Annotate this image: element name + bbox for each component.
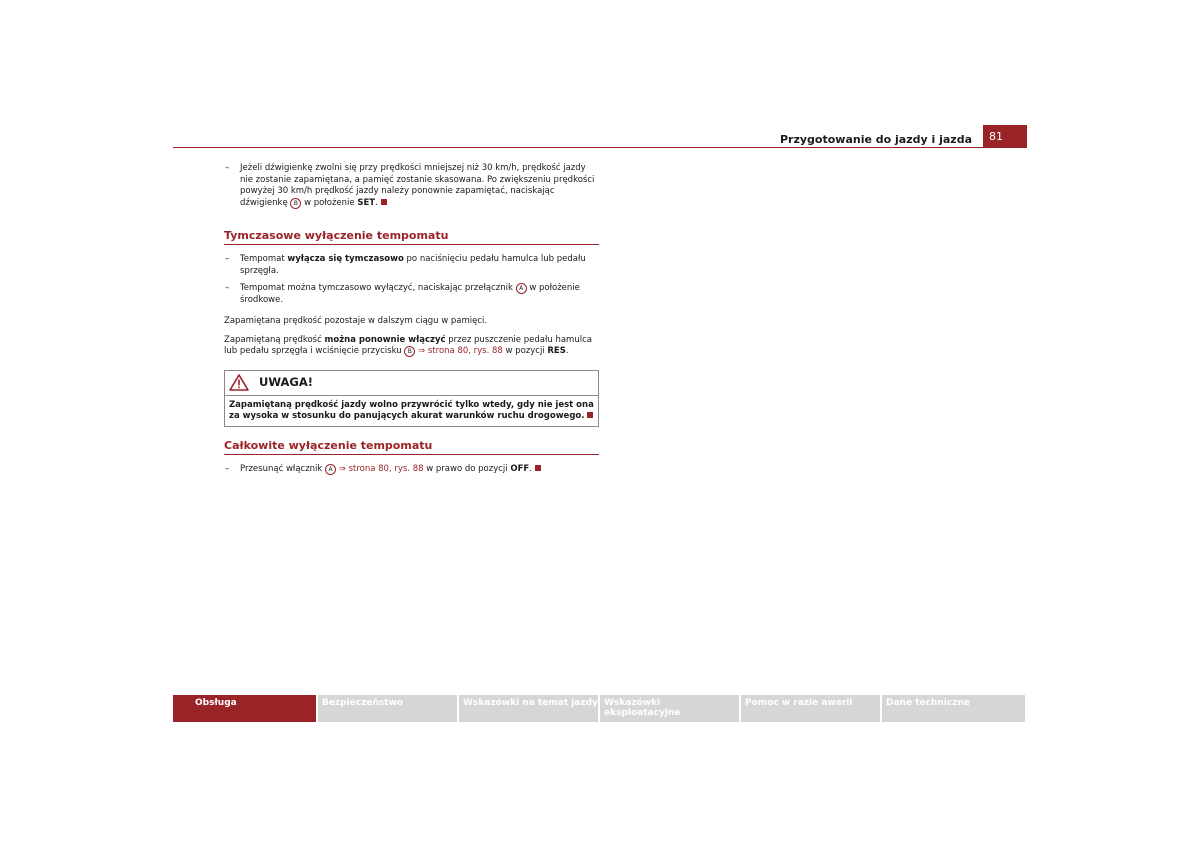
header-rule: [173, 147, 1027, 148]
footer-nav: [173, 695, 1027, 722]
marker-a-icon: A: [325, 464, 336, 475]
section-heading-temporary: Tymczasowe wyłączenie tempomatu: [224, 229, 599, 245]
tab-obsluga[interactable]: Obsługa: [173, 695, 316, 722]
content-column: [224, 163, 599, 481]
page-number: 81: [983, 125, 1027, 148]
section-end-icon: [587, 412, 593, 418]
warning-body: Zapamiętaną prędkość jazdy wolno przywrócić tylko wtedy, gdy nie jest ona za wysoka w stosunku do panujących akurat warunków ruchu drogowego.: [229, 399, 594, 421]
list-item: – Przesunąć włącznik A ⇒ strona 80, rys. 88 w prawo do pozycji OFF.: [224, 464, 599, 476]
tab-bezpieczenstwo[interactable]: Bezpieczeństwo: [318, 695, 457, 722]
tab-dane-techniczne[interactable]: Dane techniczne: [882, 695, 1025, 722]
warning-header: [225, 371, 598, 396]
tab-wskazowki-eksploatacyjne[interactable]: Wskazówki eksploatacyjne: [600, 695, 739, 722]
tab-wskazowki-jazdy[interactable]: Wskazówki na temat jazdy: [459, 695, 598, 722]
warning-box: [224, 370, 599, 427]
cross-reference-link[interactable]: ⇒ strona 80, rys. 88: [418, 346, 503, 356]
section-end-icon: [535, 465, 541, 471]
marker-b-icon: B: [404, 346, 415, 357]
list-item: – Tempomat wyłącza się tymczasowo po naciśnięciu pedału hamulca lub pedału sprzęgła.: [224, 254, 599, 277]
marker-a-icon: A: [516, 283, 527, 294]
paragraph: Zapamiętaną prędkość można ponownie włączyć przez puszczenie pedału hamulca lub pedału sprzęgła i wciśnięcie przycisku B ⇒ strona 80, rys. 88 w pozycji RES.: [224, 334, 592, 356]
intro-list-item: – Jeżeli dźwigienkę zwolni się przy prędkości mniejszej niż 30 km/h, prędkość jazdy nie zostanie zapamiętana, a pamięć zostanie skasowana. Po zwiększeniu prędkości powyżej 30 km/h prędkość jazdy należy ponownie zapamiętać, naciskając dźwigienkę B w położenie SET.: [224, 163, 599, 209]
cross-reference-link[interactable]: ⇒ strona 80, rys. 88: [338, 463, 424, 474]
chapter-title: Przygotowanie do jazdy i jazda: [779, 133, 972, 146]
list-item: – Tempomat można tymczasowo wyłączyć, naciskając przełącznik A w położenie środkowe.: [224, 283, 599, 306]
marker-b-icon: B: [290, 198, 301, 209]
warning-title: UWAGA!: [259, 374, 313, 389]
section-heading-complete: Całkowite wyłączenie tempomatu: [224, 439, 599, 455]
paragraph: Zapamiętana prędkość pozostaje w dalszym ciągu w pamięci.: [224, 316, 488, 326]
section-end-icon: [381, 199, 387, 205]
warning-triangle-icon: [229, 374, 249, 391]
tab-pomoc-awarii[interactable]: Pomoc w razie awarii: [741, 695, 880, 722]
